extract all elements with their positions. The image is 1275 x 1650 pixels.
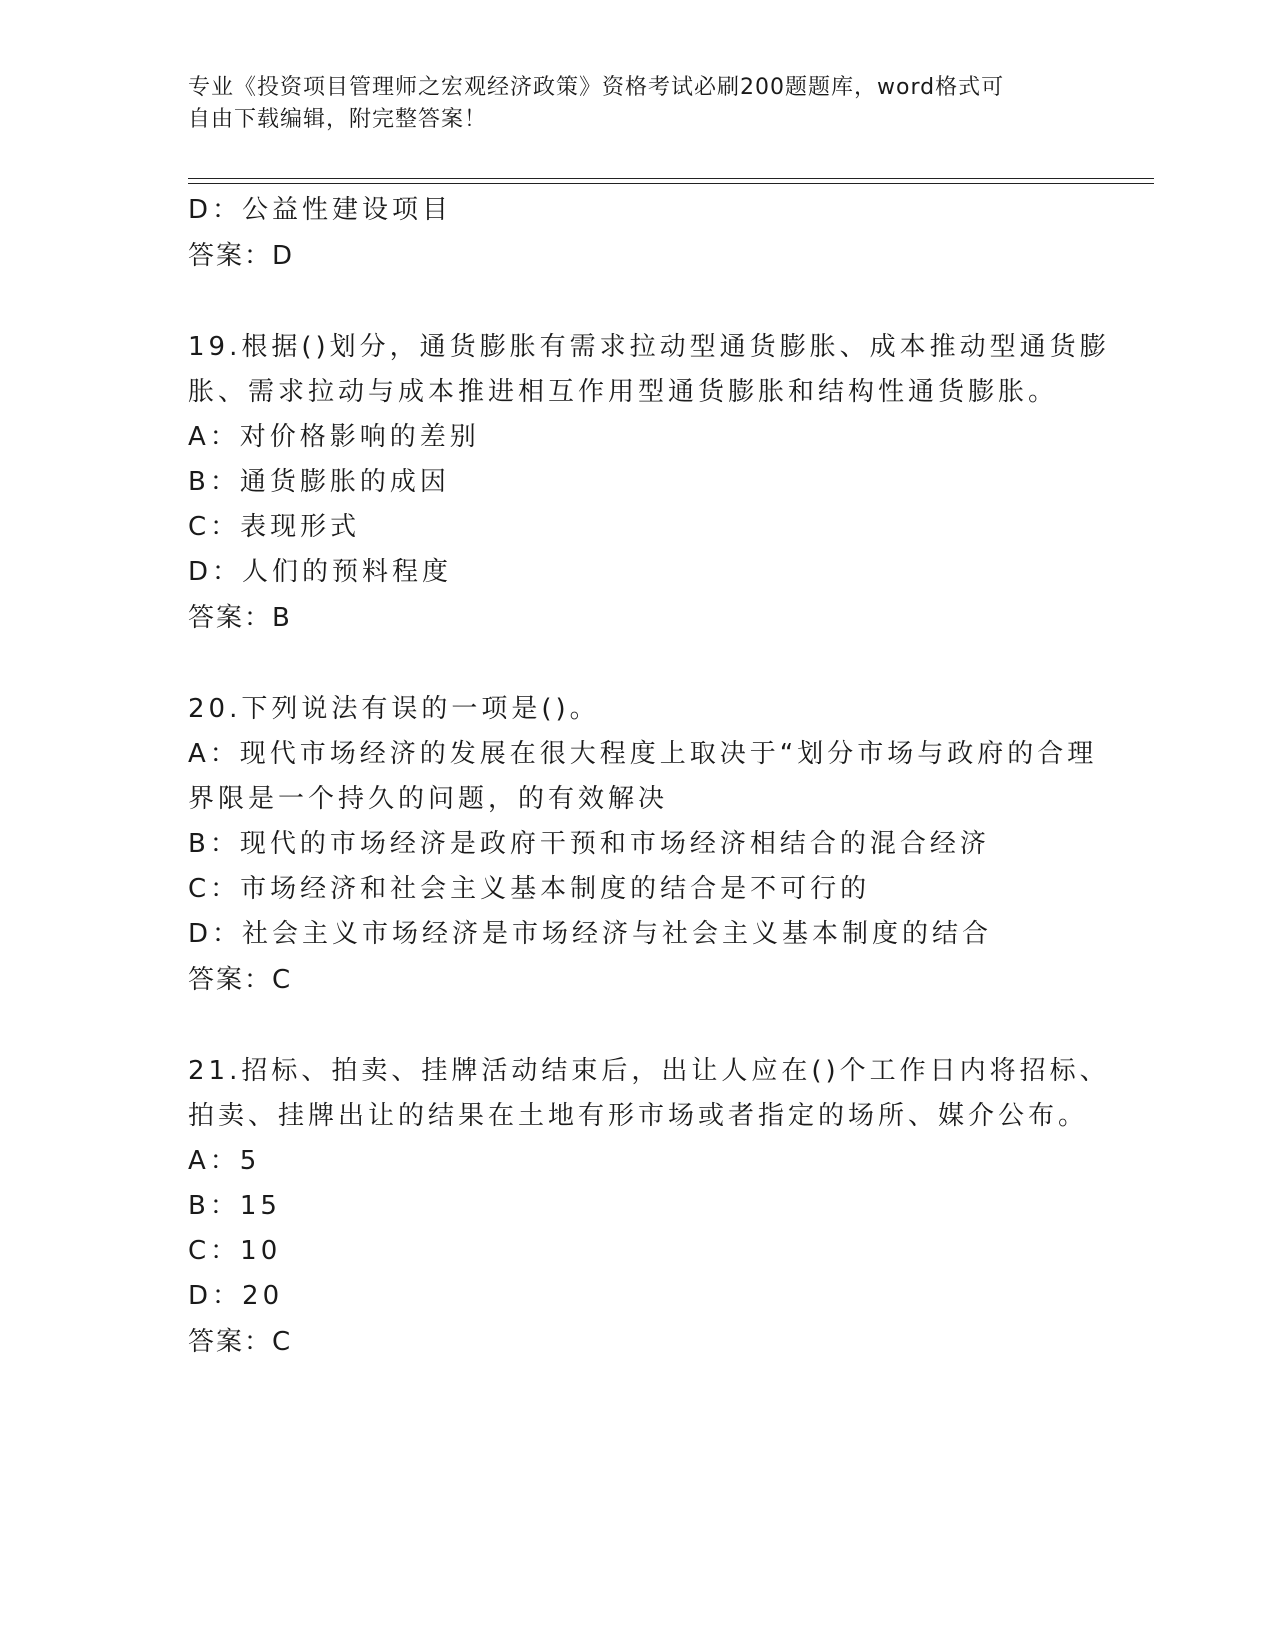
spacer [188,279,1088,325]
q21-stem-line-1: 21.招标、拍卖、挂牌活动结束后，出让人应在()个工作日内将招标、 [188,1056,1110,1086]
q19-answer: 答案：B [188,603,292,633]
question-19 [188,325,1110,641]
q19-stem-line-1: 19.根据()划分，通货膨胀有需求拉动型通货膨胀、成本推动型通货膨 [188,332,1110,362]
q20-option-a-line-2: 界限是一个持久的问题，的有效解决 [188,784,669,814]
q20-option-d: D：社会主义市场经济是市场经济与社会主义基本制度的结合 [188,919,993,949]
q20-answer: 答案：C [188,965,293,995]
spacer [188,1003,1088,1049]
q19-option-a: A：对价格影响的差别 [188,422,480,452]
q20-option-a-line-1: A：现代市场经济的发展在很大程度上取决于“划分市场与政府的合理 [188,739,1098,769]
page-header [188,72,1088,136]
document-body [188,188,1110,1365]
question-21 [188,1049,1110,1365]
q20-stem: 20.下列说法有误的一项是()。 [188,694,600,724]
q19-option-d: D：人们的预料程度 [188,557,453,587]
q20-option-c: C：市场经济和社会主义基本制度的结合是不可行的 [188,874,871,904]
q21-answer: 答案：C [188,1327,293,1357]
q19-stem-line-2: 胀、需求拉动与成本推进相互作用型通货膨胀和结构性通货膨胀。 [188,377,1059,407]
header-divider-top [188,178,1154,179]
q19-option-c: C：表现形式 [188,512,361,542]
q21-option-c: C：10 [188,1236,282,1266]
q18-option-d: D：公益性建设项目 [188,195,453,225]
spacer [188,641,1088,687]
q19-option-b: B：通货膨胀的成因 [188,467,450,497]
q20-option-b: B：现代的市场经济是政府干预和市场经济相结合的混合经济 [188,829,990,859]
header-line-1: 专业《投资项目管理师之宏观经济政策》资格考试必刷200题题库，word格式可 [188,75,1005,100]
q21-option-a: A：5 [188,1146,261,1176]
question-18-tail [188,188,1088,279]
q21-option-b: B：15 [188,1191,281,1221]
question-20 [188,687,1098,1003]
q21-option-d: D：20 [188,1281,284,1311]
header-line-2: 自由下载编辑，附完整答案！ [188,107,488,132]
q21-stem-line-2: 拍卖、挂牌出让的结果在土地有形市场或者指定的场所、媒介公布。 [188,1101,1089,1131]
header-divider-bottom [188,183,1154,184]
q18-answer: 答案：D [188,241,295,271]
